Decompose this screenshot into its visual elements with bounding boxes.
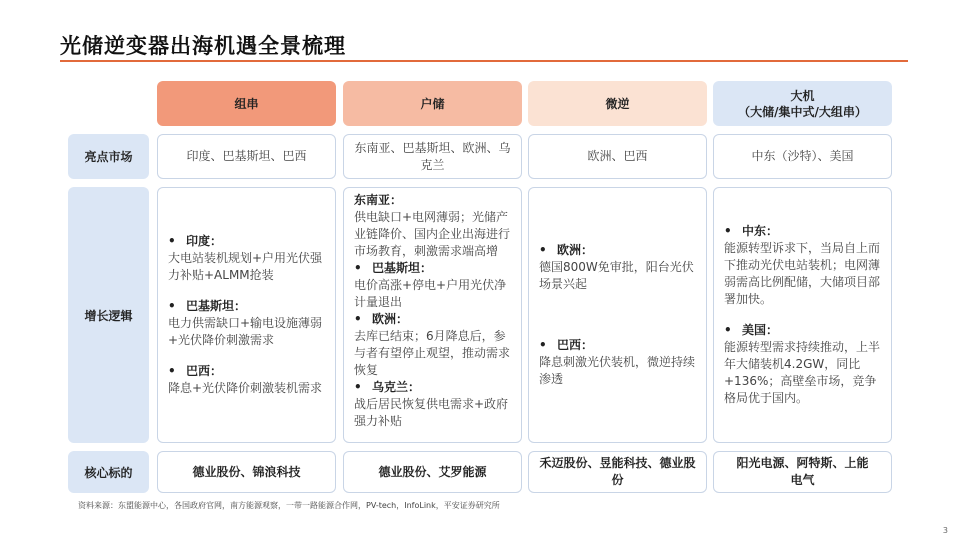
bullet-text: 去库已结束；6月降息后，参与者有望停止观望，推动需求恢复 xyxy=(354,329,511,377)
market-cell-central: 中东（沙特）、美国 xyxy=(713,134,892,179)
bullet-text: 供电缺口+电网薄弱；光储产业链降价、国内企业出海进行市场教育，刺激需求端高增 xyxy=(354,210,511,258)
bullet-title: • 欧洲： xyxy=(539,243,594,257)
growth-cell-central xyxy=(713,187,892,443)
bullet-title: • 巴西： xyxy=(539,338,594,352)
market-cell-micro-inverter: 欧洲、巴西 xyxy=(528,134,707,179)
stocks-cell-string: 德业股份、锦浪科技 xyxy=(157,451,336,493)
bullet-title: • 中东： xyxy=(724,224,779,238)
bullet-text: 大电站装机规划+户用光伏强力补贴+ALMM抢装 xyxy=(168,251,323,282)
stocks-cell-central: 阳光电源、阿特斯、上能电气 xyxy=(713,451,892,493)
bullet-text: 能源转型诉求下，当局自上而下推动光伏电站装机；电网薄弱需高比例配储，大储项目部署加快。 xyxy=(724,241,881,306)
bullet-text: 降息刺激光伏装机，微逆持续渗透 xyxy=(539,355,696,386)
bullet-text: 能源转型需求持续推动，上半年大储装机4.2GW，同比+136%；高壁垒市场，竞争格局优于国内。 xyxy=(724,340,881,405)
page-number: 3 xyxy=(942,526,948,535)
title-divider xyxy=(60,60,908,62)
market-cell-residential-storage: 东南亚、巴基斯坦、欧洲、乌克兰 xyxy=(343,134,522,179)
bullet-text: 电力供需缺口+输电设施薄弱+光伏降价刺激需求 xyxy=(168,316,323,347)
market-cell-string: 印度、巴基斯坦、巴西 xyxy=(157,134,336,179)
bullet-text: 德国800W免审批，阳台光伏场景兴起 xyxy=(539,260,694,291)
column-header-micro-inverter: 微逆 xyxy=(528,81,707,126)
growth-cell-micro-inverter xyxy=(528,187,707,443)
bullet-title: • 巴西： xyxy=(168,364,223,378)
bullet-text: 降息+光伏降价刺激装机需求 xyxy=(168,381,323,395)
row-label-stocks: 核心标的 xyxy=(68,451,149,493)
column-header-string: 组串 xyxy=(157,81,336,126)
column-header-residential-storage: 户储 xyxy=(343,81,522,126)
row-label-growth: 增长逻辑 xyxy=(68,187,149,443)
bullet-title: 东南亚： xyxy=(354,193,403,207)
growth-cell-residential-storage xyxy=(343,187,522,443)
row-label-market: 亮点市场 xyxy=(68,134,149,179)
growth-cell-string xyxy=(157,187,336,443)
stocks-cell-residential-storage: 德业股份、艾罗能源 xyxy=(343,451,522,493)
bullet-title: • 印度： xyxy=(168,234,223,248)
bullet-title: • 美国： xyxy=(724,323,779,337)
stocks-cell-micro-inverter: 禾迈股份、昱能科技、德业股份 xyxy=(528,451,707,493)
bullet-title: • 巴基斯坦： xyxy=(168,299,247,313)
bullet-title: • 乌克兰： xyxy=(354,380,421,394)
bullet-title: • 巴基斯坦： xyxy=(354,261,433,275)
bullet-title: • 欧洲： xyxy=(354,312,409,326)
column-header-central: 大机 （大储/集中式/大组串） xyxy=(713,81,892,126)
bullet-text: 战后居民恢复供电需求+政府强力补贴 xyxy=(354,397,509,428)
bullet-text: 电价高涨+停电+户用光伏净计量退出 xyxy=(354,278,507,309)
source-note: 资料来源：东盟能源中心，各国政府官网，南方能源观察，一带一路能源合作网，PV-tech，InfoLink，平安证券研究所 xyxy=(78,501,500,510)
page-title: 光储逆变器出海机遇全景梳理 xyxy=(60,33,346,58)
